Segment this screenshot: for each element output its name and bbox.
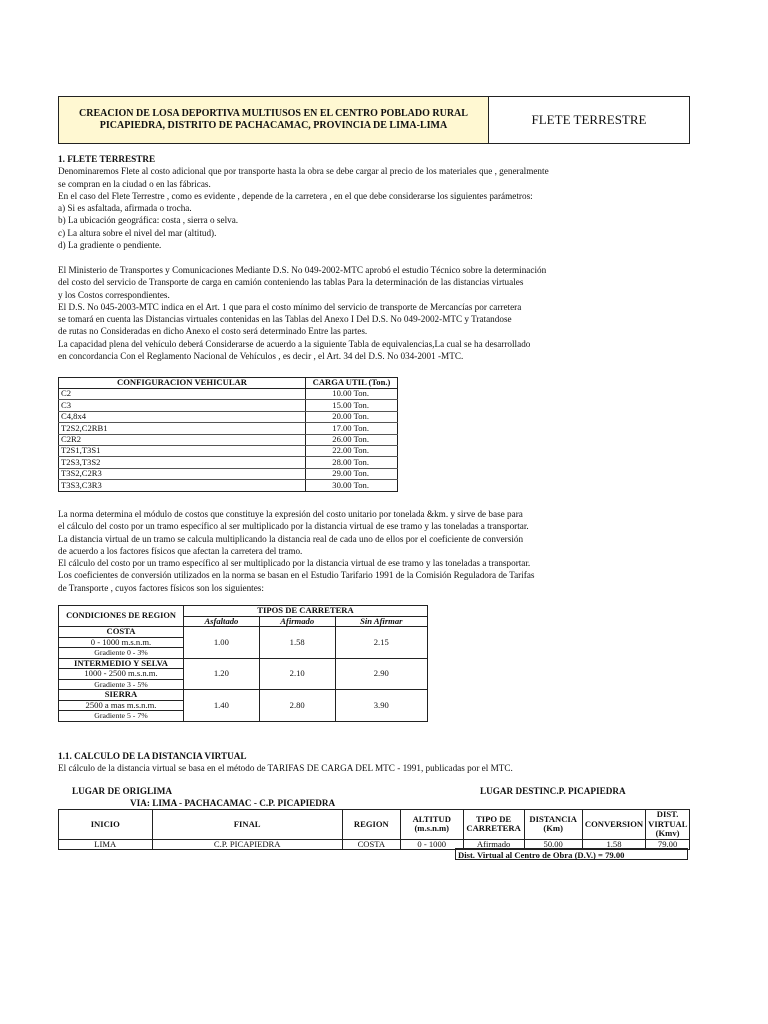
table-row [59, 480, 398, 491]
norma-block [58, 508, 535, 594]
region-name: INTERMEDIO Y SELVA [59, 658, 184, 669]
norma-line: de Transporte , cuyos factores físicos son los siguientes: [58, 582, 264, 593]
title-box [58, 96, 690, 144]
ministry-line: El D.S. No 045-2003-MTC indica en el Art. 1 que para el costo mínimo del servicio de transporte de Mercancías por carretera [58, 301, 522, 312]
vehicle-load: 15.00 Ton. [306, 400, 398, 411]
ministry-line: en concordancia Con el Reglamento Nacional de Vehículos , es decir , el Art. 34 del D.S. No 034-2001 -MTC. [58, 351, 464, 362]
virtual-heading: 1.1. CALCULO DE LA DISTANCIA VIRTUAL [58, 751, 247, 761]
table-row [59, 457, 398, 468]
region-gradient: Gradiente 3 - 5% [59, 679, 184, 690]
vehicle-col-load: CARGA UTIL (Ton.) [306, 378, 398, 389]
cell-final: C.P. PICAPIEDRA [152, 839, 342, 850]
table-row [59, 423, 398, 434]
ministry-line: y los Costos correspondientes. [58, 289, 170, 300]
destination-label: LUGAR DESTINC.P. PICAPIEDRA [480, 786, 626, 796]
coef-value: 2.90 [335, 658, 427, 690]
norma-line: el cálculo del costo por un tramo específico al ser multiplicado por la distancia virtual de ese tramo y las toneladas a transportar. [58, 521, 529, 532]
vehicle-load: 10.00 Ton. [306, 389, 398, 400]
table-row [59, 411, 398, 422]
ministry-block [58, 264, 546, 362]
norma-line: Los coeficientes de conversión utilizados en la norma se basan en el Estudio Tarifario 1991 de la Comisión Reguladora de Tarifas [58, 570, 535, 581]
col-altitud: ALTITUD (m.s.n.m) [400, 810, 463, 840]
vehicle-load: 28.00 Ton. [306, 457, 398, 468]
intro-heading: 1. FLETE TERRESTRE [58, 154, 156, 164]
vehicle-config: C4,8x4 [59, 411, 306, 422]
region-altitude: 2500 a mas m.s.n.m. [59, 700, 184, 711]
ministry-line: La capacidad plena del vehículo deberá Considerarse de acuerdo a la siguiente Tabla de equivalencias,La cual se ha desarrollado [58, 338, 531, 349]
distance-table [58, 809, 690, 850]
coef-value: 2.15 [335, 627, 427, 659]
vehicle-config: T2S2,C2RB1 [59, 423, 306, 434]
vehicle-load: 30.00 Ton. [306, 480, 398, 491]
coef-value: 3.90 [335, 690, 427, 722]
region-gradient: Gradiente 0 - 3% [59, 648, 184, 659]
road-types-header: TIPOS DE CARRETERA [184, 606, 428, 617]
col-conversion: CONVERSION [582, 810, 645, 840]
table-row [59, 434, 398, 445]
vehicle-config: T3S3,C3R3 [59, 480, 306, 491]
table-row [59, 389, 398, 400]
vehicle-config: T2S3,T3S2 [59, 457, 306, 468]
col-inicio: INICIO [59, 810, 153, 840]
vehicle-col-config: CONFIGURACION VEHICULAR [59, 378, 306, 389]
col-tipo: TIPO DE CARRETERA [463, 810, 524, 840]
project-title-line2: PICAPIEDRA, DISTRITO DE PACHACAMAC, PROVINCIA DE LIMA-LIMA [99, 120, 448, 131]
virtual-block [58, 750, 513, 775]
coef-value: 1.40 [184, 690, 260, 722]
intro-line: Denominaremos Flete al costo adicional que por transporte hasta la obra se debe cargar al precio de los materiales que , generalmente [58, 166, 549, 177]
cell-inicio: LIMA [59, 839, 153, 850]
norma-line: La norma determina el módulo de costos que constituye la expresión del costo unitario por tonelada &km. y sirve de base para [58, 509, 523, 519]
region-header: CONDICIONES DE REGION [59, 606, 184, 627]
vehicle-load: 29.00 Ton. [306, 468, 398, 479]
intro-line: d) La gradiente o pendiente. [58, 240, 162, 251]
vehicle-table [58, 377, 398, 492]
table-row [59, 400, 398, 411]
norma-line: La distancia virtual de un tramo se calcula multiplicando la distancia real de cada uno de ellos por el coeficiente de conversión [58, 533, 524, 544]
virtual-line: El cálculo de la distancia virtual se basa en el método de TARIFAS DE CARGA DEL MTC - 1991, publicadas por el MTC. [58, 763, 513, 774]
cell-region: COSTA [342, 839, 400, 850]
cell-altitud: 0 - 1000 [400, 839, 463, 850]
table-row [59, 445, 398, 456]
intro-line: En el caso del Flete Terrestre , como es evidente , depende de la carretera , en el que debe considerarse los siguientes parámetros: [58, 190, 533, 201]
vehicle-load: 17.00 Ton. [306, 423, 398, 434]
col-distancia: DISTANCIA (Km) [524, 810, 582, 840]
region-name-row [59, 627, 428, 638]
coef-value: 1.20 [184, 658, 260, 690]
col-asfaltado: Asfaltado [184, 616, 260, 627]
coef-value: 2.80 [259, 690, 335, 722]
vehicle-config: C2R2 [59, 434, 306, 445]
col-final: FINAL [152, 810, 342, 840]
region-altitude: 1000 - 2500 m.s.n.m. [59, 669, 184, 680]
cell-dist-virtual: 79.00 [646, 839, 690, 850]
vehicle-config: T2S1,T3S1 [59, 445, 306, 456]
section-title: FLETE TERRESTRE [531, 112, 647, 127]
intro-line: b) La ubicación geográfica: costa , sierra o selva. [58, 215, 239, 226]
conditions-table [58, 605, 428, 722]
vehicle-config: C3 [59, 400, 306, 411]
intro-line: a) Si es asfaltada, afirmada o trocha. [58, 203, 192, 214]
region-name: SIERRA [59, 690, 184, 701]
origin-label: LUGAR DE ORIGLIMA [72, 786, 173, 796]
coef-value: 1.00 [184, 627, 260, 659]
coef-value: 2.10 [259, 658, 335, 690]
intro-block [58, 153, 549, 251]
intro-line: c) La altura sobre el nivel del mar (altitud). [58, 227, 217, 238]
ministry-line: del costo del servicio de Transporte de carga en camión conteniendo las tablas Para la determinación de las distancias virtuales [58, 277, 524, 288]
vehicle-load: 20.00 Ton. [306, 411, 398, 422]
region-name: COSTA [59, 627, 184, 638]
total-virtual-distance: Dist. Virtual al Centro de Obra (D.V.) = 79.00 [455, 848, 688, 860]
vehicle-load: 26.00 Ton. [306, 434, 398, 445]
cell-tipo: Afirmado [463, 839, 524, 850]
col-sin-afirmar: Sin Afirmar [335, 616, 427, 627]
table-row [59, 468, 398, 479]
project-title [59, 97, 489, 143]
col-dist-virtual: DIST. VIRTUAL (Kmv) [646, 810, 690, 840]
intro-line: se compran en la ciudad o en las fábricas. [58, 178, 211, 189]
ministry-line: se tomará en cuenta las Distancias virtuales contenidas en las Tablas del Anexo I Del D.S. No 049-2002-MTC y Tratandose [58, 314, 512, 325]
vehicle-load: 22.00 Ton. [306, 445, 398, 456]
region-gradient: Gradiente 5 - 7% [59, 711, 184, 722]
col-region: REGION [342, 810, 400, 840]
project-title-line1: CREACION DE LOSA DEPORTIVA MULTIUSOS EN EL CENTRO POBLADO RURAL [79, 108, 468, 119]
vehicle-config: C2 [59, 389, 306, 400]
cell-distancia: 50.00 [524, 839, 582, 850]
coef-value: 1.58 [259, 627, 335, 659]
vehicle-config: T3S2,C2R3 [59, 468, 306, 479]
ministry-line: de rutas no Consideradas en dicho Anexo el costo será determinado Entre las partes. [58, 326, 368, 337]
col-afirmado: Afirmado [259, 616, 335, 627]
region-name-row [59, 690, 428, 701]
region-altitude: 0 - 1000 m.s.n.m. [59, 637, 184, 648]
region-name-row [59, 658, 428, 669]
cell-conversion: 1.58 [582, 839, 645, 850]
norma-line: de acuerdo a los factores físicos que afectan la carretera del tramo. [58, 545, 303, 556]
via-label: VIA: LIMA - PACHACAMAC - C.P. PICAPIEDRA [130, 798, 336, 808]
norma-line: El cálculo del costo por un tramo específico al ser multiplicado por la distancia virtual de ese tramo y las toneladas a transportar. [58, 558, 531, 569]
ministry-line: El Ministerio de Transportes y Comunicaciones Mediante D.S. No 049-2002-MTC aprobó el estudio Técnico sobre la determinación [58, 265, 547, 275]
